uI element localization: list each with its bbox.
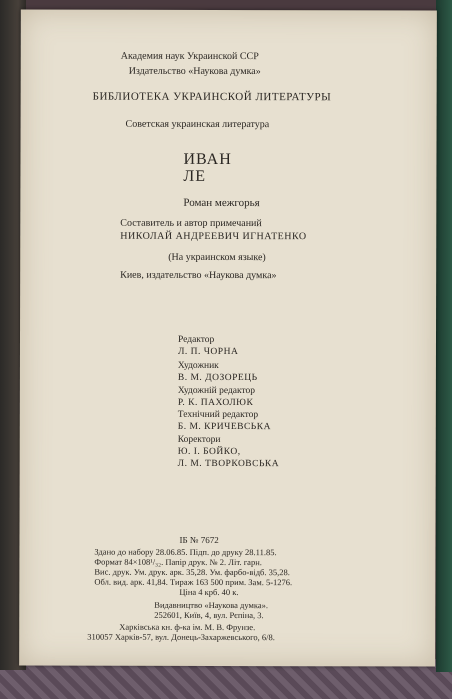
credit-name: Л. П. ЧОРНА bbox=[177, 346, 239, 358]
credit-role: Коректори bbox=[177, 434, 221, 445]
subseries-title: Советская украинская литература bbox=[125, 118, 270, 131]
imprint-line: Вис. друк. Ум. друк. арк. 35,28. Ум. фарбо-відб. 35,28. bbox=[94, 566, 290, 578]
book-cover bbox=[436, 0, 452, 672]
credit-role: Художній редактор bbox=[177, 385, 256, 397]
place-publisher: Киев, издательство «Наукова думка» bbox=[120, 269, 277, 282]
author-last-name: ЛЕ bbox=[183, 167, 207, 185]
compiler-role: Составитель и автор примечаний bbox=[120, 217, 262, 230]
imprint-line: Здано до набору 28.06.85. Підп. до друку 28.11.85. bbox=[94, 546, 277, 558]
credit-role: Редактор bbox=[177, 334, 215, 345]
imprint-line: Обл. вид. арк. 41,84. Тираж 163 500 прим. Зам. 5-1276. bbox=[94, 576, 293, 588]
publisher-line: Издательство «Наукова думка» bbox=[128, 65, 261, 78]
credit-name: Б. М. КРИЧЕВСЬКА bbox=[177, 421, 271, 433]
imprint-line: 310057 Харків-57, вул. Донець-Захаржевського, 6/8. bbox=[87, 631, 275, 643]
credit-name: Р. К. ПАХОЛЮК bbox=[177, 397, 254, 409]
author-first-name: ИВАН bbox=[183, 150, 232, 169]
credit-name: В. М. ДОЗОРЕЦЬ bbox=[177, 372, 258, 384]
imprint-line: Харківська кн. ф-ка ім. М. В. Фрунзе. bbox=[119, 621, 256, 633]
credit-name: Л. М. ТВОРКОВСЬКА bbox=[177, 458, 280, 470]
credit-role: Художник bbox=[177, 360, 219, 371]
imprint-line: Формат 84×108¹/₃₂. Папір друк. № 2. Літ. гарн. bbox=[94, 556, 262, 568]
credit-name: Ю. І. БОЙКО, bbox=[177, 446, 241, 458]
imprint-line: Ціна 4 крб. 40 к. bbox=[179, 586, 239, 598]
imprint-line: 252601, Київ, 4, вул. Рєпіна, 3. bbox=[154, 609, 264, 621]
language-note: (На украинском языке) bbox=[168, 251, 266, 264]
credit-role: Технічний редактор bbox=[177, 409, 259, 421]
title-page bbox=[19, 9, 437, 666]
book-title: Роман межгорья bbox=[183, 196, 260, 210]
imprint-line: Видавництво «Наукова думка». bbox=[154, 599, 269, 611]
imprint-line: ІБ № 7672 bbox=[179, 534, 219, 545]
compiler-name: НИКОЛАЙ АНДРЕЕВИЧ ИГНАТЕНКО bbox=[120, 230, 307, 243]
academy-line: Академия наук Украинской ССР bbox=[120, 50, 259, 63]
series-title: БИБЛИОТЕКА УКРАИНСКОЙ ЛИТЕРАТУРЫ bbox=[92, 90, 332, 104]
